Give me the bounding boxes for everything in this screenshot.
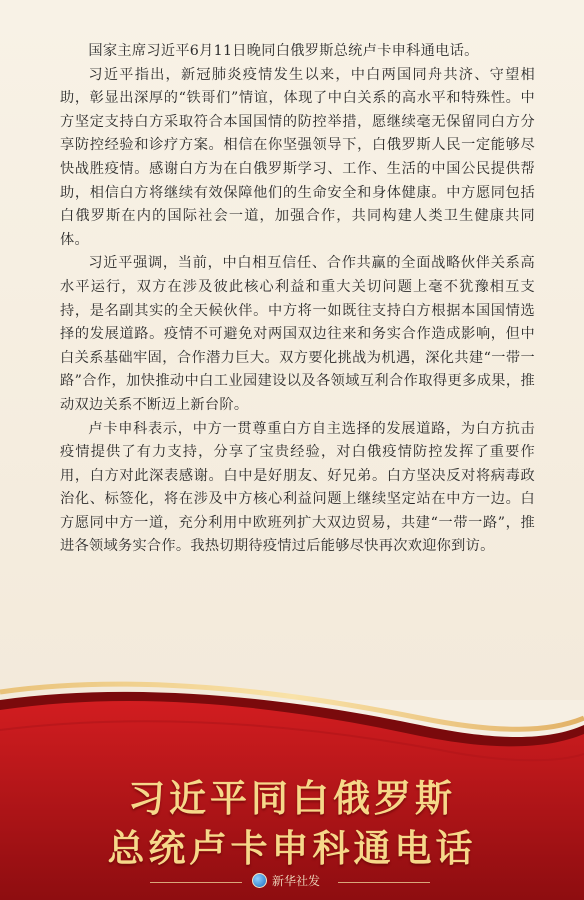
- agency-name: 新华社发: [272, 874, 321, 888]
- headline-line-1: 习近平同白俄罗斯: [128, 776, 456, 820]
- article-paragraph: 习近平指出，新冠肺炎疫情发生以来，中白两国同舟共济、守望相助，彰显出深厚的“铁哥们”情谊，体现了中白关系的高水平和特殊性。中方坚定支持白方采取符合本国国情的防控举措，愿继续毫无保留同白方分享防控经验和诊疗方案。相信在你坚强领导下，白俄罗斯人民一定能够尽快战胜疫情。感谢白方为在白俄罗斯学习、工作、生活的中国公民提供帮助，相信白方将继续有效保障他们的生命安全和身体健康。中方愿同包括白俄罗斯在内的国际社会一道，加强合作，共同构建人类卫生健康共同体。: [60, 66, 535, 248]
- footer-divider-left: [150, 882, 242, 883]
- article-paragraph: 卢卡申科表示，中方一贯尊重白方自主选择的发展道路，为白方抗击疫情提供了有力支持，分享了宝贵经验，对白俄疫情防控发挥了重要作用，白方对此深表感谢。白中是好朋友、好兄弟。白方坚决反对将病毒政治化、标签化，将在涉及中方核心利益问题上继续坚定站在中方一边。白方愿同中方一道，充分利用中欧班列扩大双边贸易，共建“一带一路”，推进各领域务实合作。我热切期待疫情过后能够尽快再次欢迎你到访。: [60, 420, 535, 555]
- xinhua-logo-icon: [252, 873, 267, 888]
- agency-footer: [0, 870, 584, 894]
- article-paragraph: 习近平强调，当前，中白相互信任、合作共赢的全面战略伙伴关系高水平运行，双方在涉及彼此核心利益和重大关切问题上毫不犹豫相互支持，是名副其实的全天候伙伴。中方将一如既往支持白方根据本国国情选择的发展道路。疫情不可避免对两国双边往来和务实合作造成影响，但中白关系基础牢固，合作潜力巨大。双方要化挑战为机遇，深化共建“一带一路”合作，加快推动中白工业园建设以及各领域互利合作取得更多成果，推动双边关系不断迈上新台阶。: [60, 255, 535, 413]
- headline-line-2: 总统卢卡申科通电话: [107, 826, 477, 870]
- agency-credit: [252, 872, 320, 889]
- footer-divider-right: [338, 882, 430, 883]
- article-paragraph: 国家主席习近平6月11日晚同白俄罗斯总统卢卡申科通电话。: [88, 43, 479, 59]
- article-body: [60, 40, 535, 559]
